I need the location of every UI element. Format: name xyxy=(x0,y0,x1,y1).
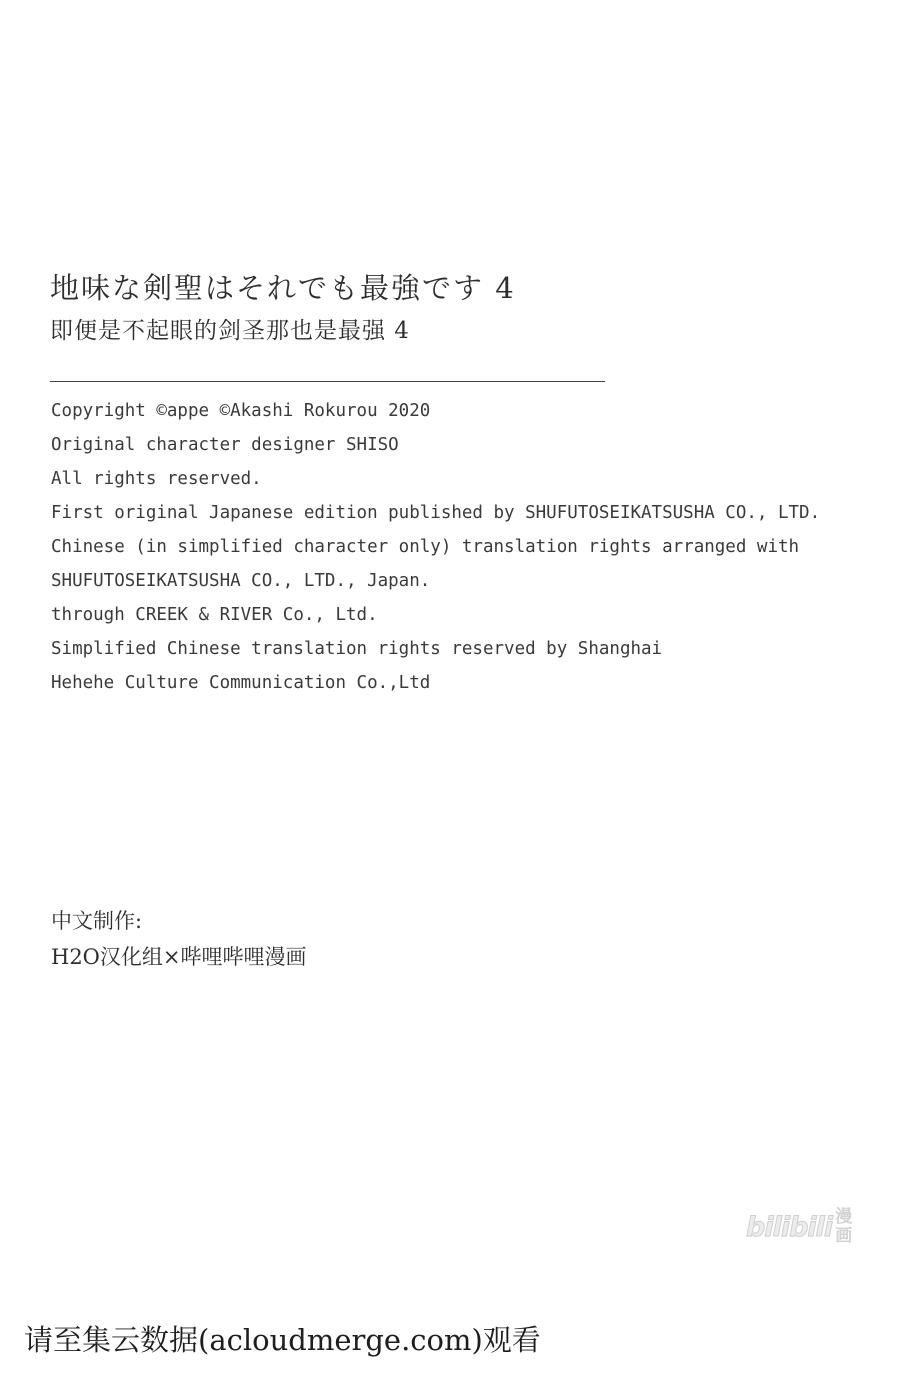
divider-line xyxy=(50,381,605,382)
watermark-logo: bilibili xyxy=(746,1211,833,1243)
credits-value: H2O汉化组×哔哩哔哩漫画 xyxy=(51,945,307,969)
japanese-title: 地味な剣聖はそれでも最強です 4 xyxy=(50,271,516,305)
copyright-line: Original character designer SHISO xyxy=(51,435,399,455)
chinese-title: 即便是不起眼的剑圣那也是最强 4 xyxy=(50,318,410,344)
copyright-line: All rights reserved. xyxy=(51,469,262,489)
bilibili-manga-watermark xyxy=(746,1205,868,1249)
watermark-side-text xyxy=(835,1208,852,1246)
copyright-line: Hehehe Culture Communication Co.,Ltd xyxy=(51,673,431,693)
watermark-side-bottom: 画 xyxy=(835,1226,853,1246)
copyright-line: First original Japanese edition published by SHUFUTOSEIKATSUSHA CO., LTD. xyxy=(51,503,821,523)
copyright-line: SHUFUTOSEIKATSUSHA CO., LTD., Japan. xyxy=(51,571,431,591)
copyright-line: Simplified Chinese translation rights reserved by Shanghai xyxy=(51,639,663,659)
copyright-line: through CREEK & RIVER Co., Ltd. xyxy=(51,605,378,625)
copyright-line: Copyright ©appe ©Akashi Rokurou 2020 xyxy=(51,401,431,421)
footer-notice: 请至集云数据(acloudmerge.com)观看 xyxy=(24,1323,541,1357)
watermark-side-top: 漫 xyxy=(835,1207,853,1227)
copyright-block xyxy=(51,397,820,703)
copyright-line: Chinese (in simplified character only) translation rights arranged with xyxy=(51,537,800,557)
credits-label: 中文制作: xyxy=(51,909,143,933)
credits-block xyxy=(51,904,307,976)
